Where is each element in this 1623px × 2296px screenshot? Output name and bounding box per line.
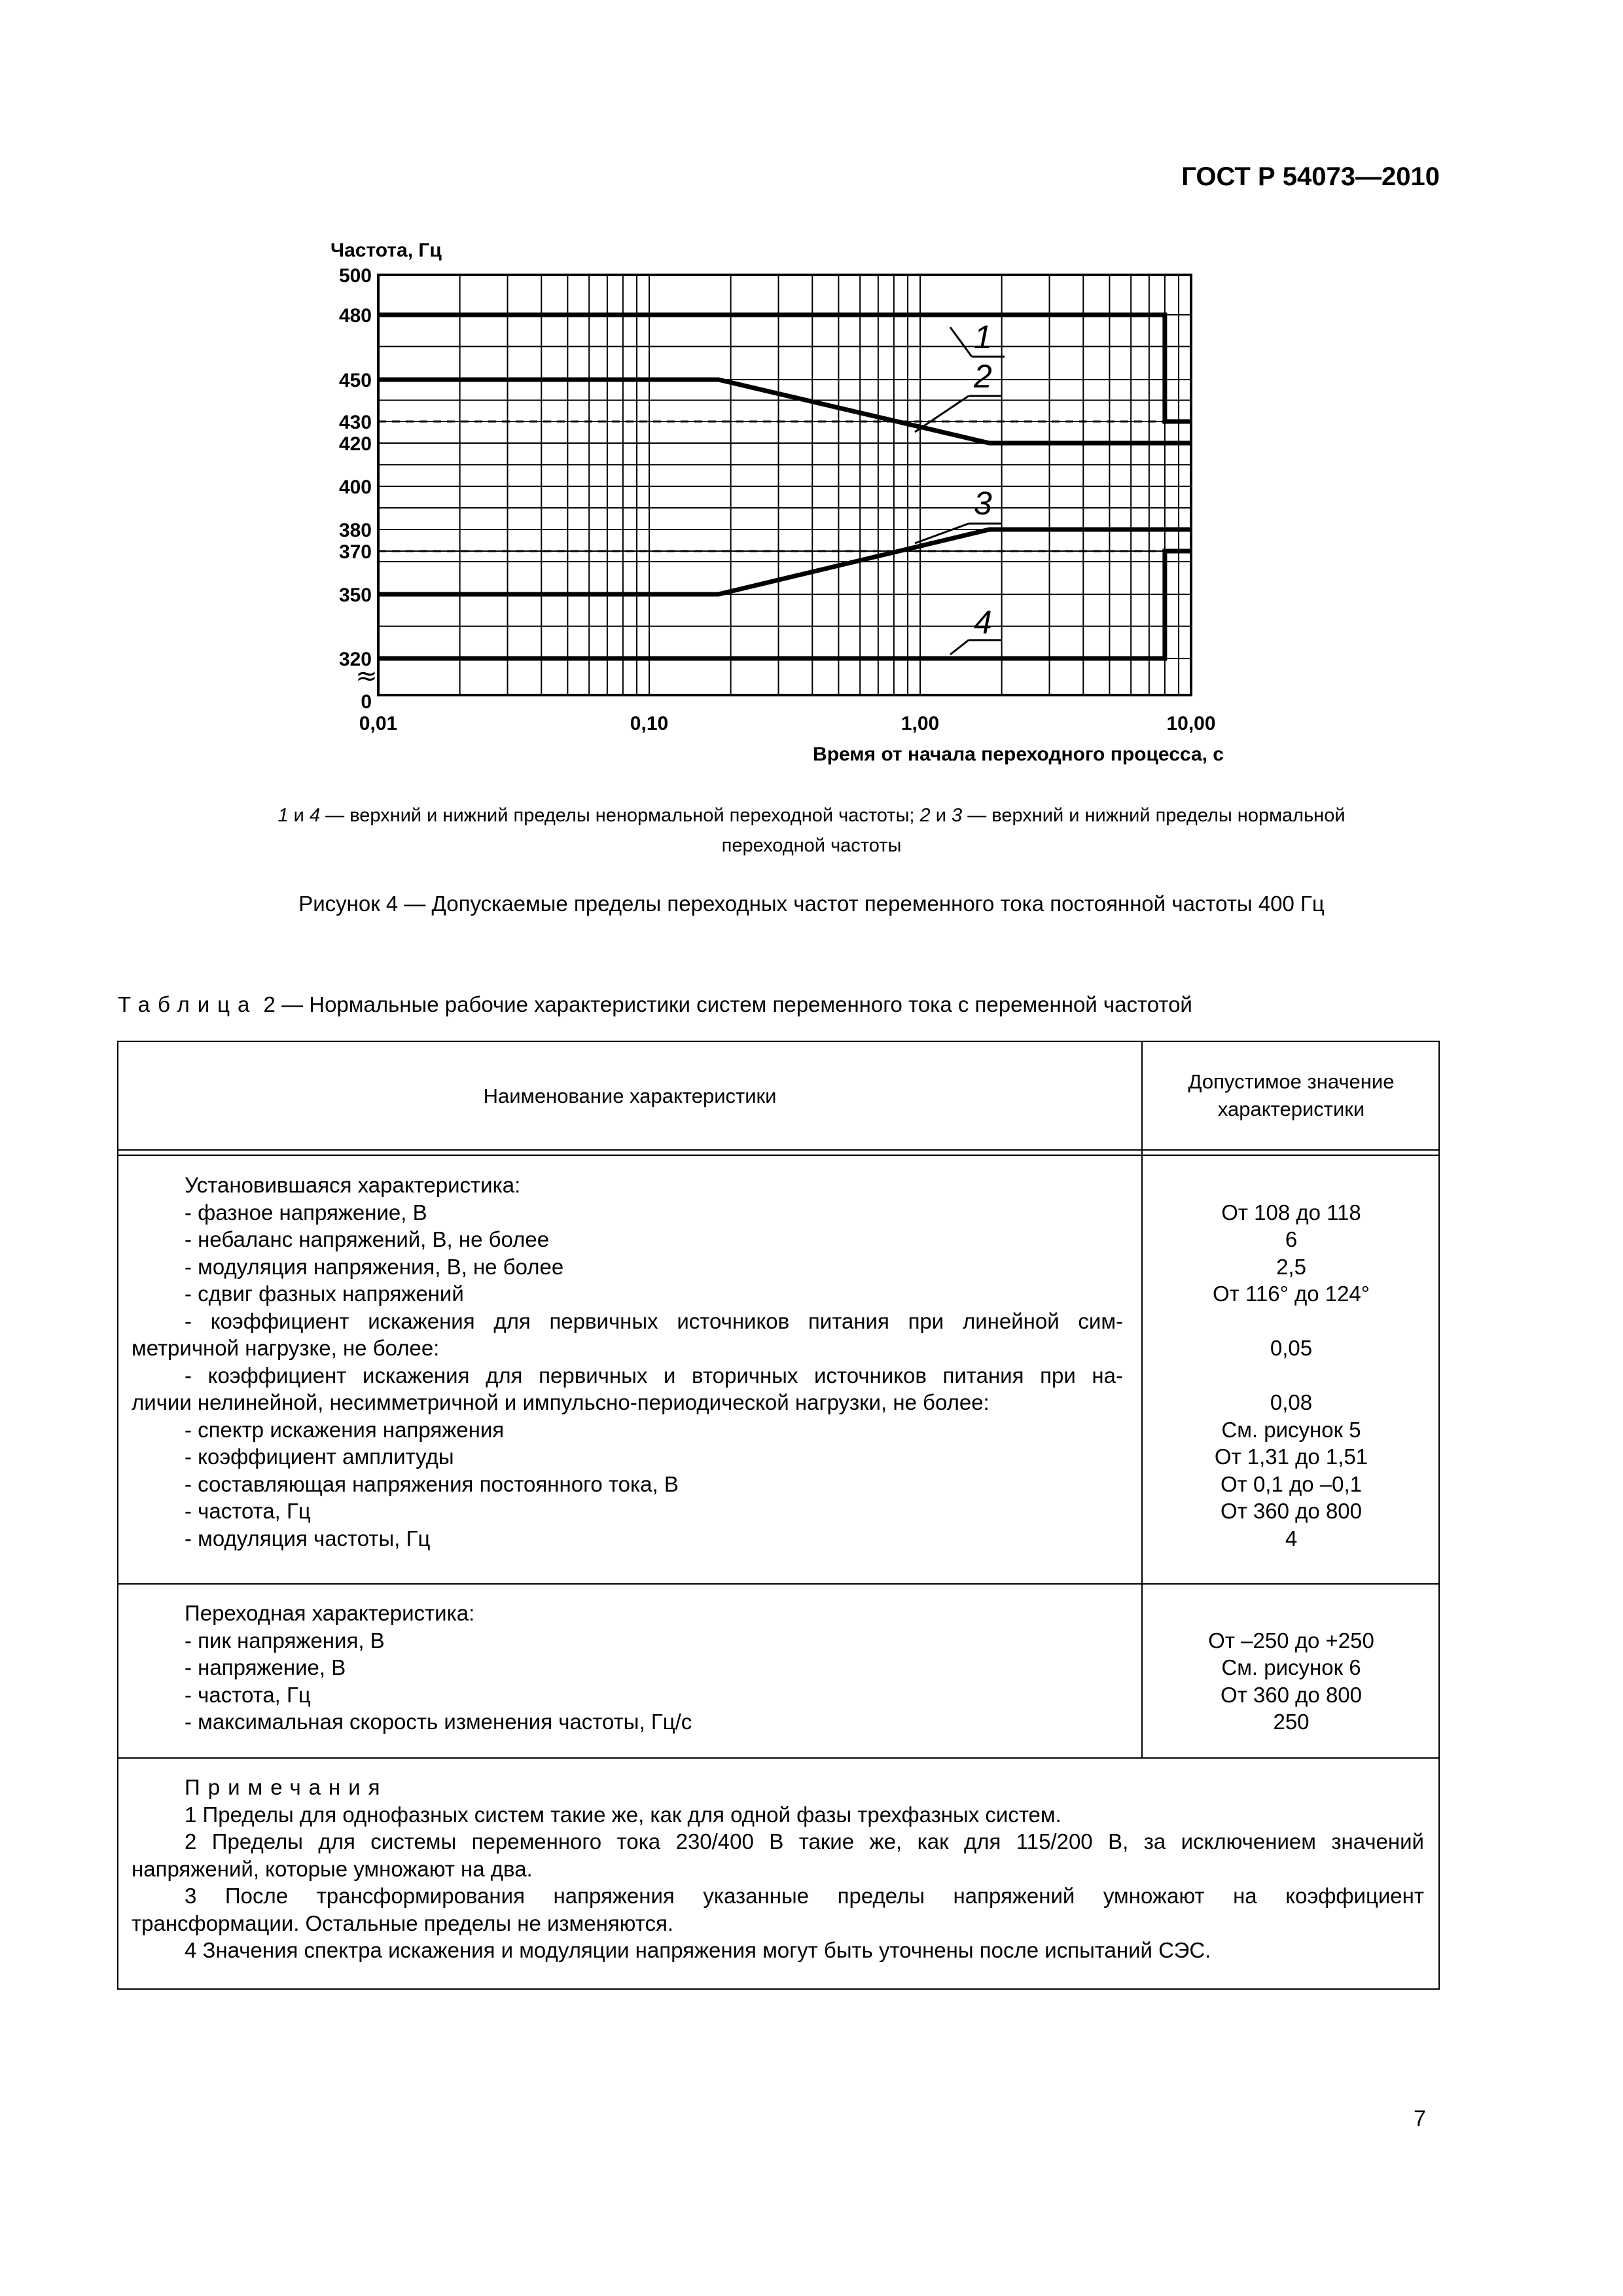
curve-2 <box>378 380 1191 443</box>
steady-value: См. рисунок 5 <box>1221 1417 1361 1442</box>
table-title <box>118 992 1192 1017</box>
steady-value: От 108 до 118 <box>1221 1200 1361 1225</box>
figure-caption: Рисунок 4 — Допускаемые пределы переходных частот переменного тока постоянной частоты 400 Гц <box>298 891 1325 916</box>
steady-value: От 116° до 124° <box>1213 1282 1370 1306</box>
steady-item: - коэффициент амплитуды <box>185 1444 454 1469</box>
y-axis-label: Частота, Гц <box>330 240 442 261</box>
y-tick-label: 380 <box>338 520 372 541</box>
row-rule <box>118 1583 1438 1585</box>
column-header-value <box>1143 1068 1440 1123</box>
legend-conj: и <box>930 805 952 826</box>
transient-item: - напряжение, В <box>185 1655 346 1679</box>
steady-value: 0,05 <box>1270 1336 1313 1360</box>
steady-item: - модуляция частоты, Гц <box>185 1526 431 1551</box>
legend-curve-2: 2 <box>919 805 931 826</box>
curve-4 <box>378 551 1191 658</box>
transient-value <box>1143 1600 1440 1627</box>
steady-value <box>1143 1362 1440 1390</box>
steady-value <box>1143 1308 1440 1335</box>
note-4: 4 Значения спектра искажения и модуляции напряжения могут быть уточнены после испытаний СЭС. <box>185 1938 1211 1962</box>
header-rule <box>118 1149 1438 1151</box>
steady-item: - спектр искажения напряжения <box>185 1417 505 1442</box>
curve-label-leader <box>915 396 969 432</box>
steady-item: - сдвиг фазных напряжений <box>185 1282 464 1306</box>
table-title-word: Таблица <box>118 992 258 1016</box>
transient-value: 250 <box>1273 1710 1310 1734</box>
note-2-cont: напряжений, которые умножают на два. <box>132 1856 533 1881</box>
y-tick-label: 400 <box>338 476 372 498</box>
column-header-value-line2: характеристики <box>1217 1098 1365 1121</box>
curve-label-1: 1 <box>974 319 992 355</box>
curve-label-4: 4 <box>974 604 992 641</box>
table-notes <box>132 1774 1424 1964</box>
table-2 <box>117 1041 1440 1990</box>
notes-title-text: Примечания <box>185 1775 388 1799</box>
transient-item: - частота, Гц <box>185 1682 311 1707</box>
steady-values <box>1143 1172 1440 1552</box>
axis-break-mark: ≈ <box>355 661 378 691</box>
note-1: 1 Пределы для однофазных систем такие же, как для одной фазы трехфазных систем. <box>185 1802 1061 1827</box>
notes-rule <box>118 1757 1438 1759</box>
transient-value: См. рисунок 6 <box>1221 1655 1361 1679</box>
x-tick-label: 0,01 <box>359 713 398 734</box>
page-number: 7 <box>1414 2106 1426 2131</box>
steady-item: - составляющая напряжения постоянного тока, В <box>185 1471 679 1496</box>
steady-item: - фазное напряжение, В <box>185 1200 427 1225</box>
steady-value: 4 <box>1285 1526 1298 1551</box>
legend-conj: и <box>288 805 310 826</box>
steady-item-cont: личии нелинейной, несимметричной и импульсно-периодической нагрузки, не более: <box>132 1390 990 1414</box>
steady-value: От 360 до 800 <box>1220 1499 1362 1523</box>
steady-value: От 1,31 до 1,51 <box>1214 1444 1368 1469</box>
steady-item: - небаланс напряжений, В, не более <box>185 1227 550 1251</box>
plot-frame <box>378 275 1191 695</box>
steady-value: 6 <box>1285 1227 1298 1251</box>
header-rule <box>118 1155 1438 1156</box>
steady-characteristics <box>132 1172 1123 1552</box>
transient-value: От –250 до +250 <box>1208 1628 1374 1653</box>
transient-item: - пик напряжения, В <box>185 1628 385 1653</box>
legend-line-2: переходной частоты <box>721 835 902 856</box>
note-3: 3 После трансформирования напряжения указанные пределы напряжений умножают на коэффициент <box>185 1884 1424 1908</box>
transient-heading: Переходная характеристика: <box>185 1601 475 1625</box>
steady-item: - модуляция напряжения, В, не более <box>185 1254 564 1279</box>
x-tick-label: 10,00 <box>1166 713 1216 734</box>
legend-text-b: — верхний и нижний пределы нормальной <box>962 805 1346 826</box>
x-tick-label: 0,10 <box>630 713 669 734</box>
steady-value: 2,5 <box>1276 1254 1306 1279</box>
legend-text-a: — верхний и нижний пределы ненормальной переходной частоты; <box>320 805 920 826</box>
frequency-limits-chart <box>0 0 1623 785</box>
steady-value <box>1143 1172 1440 1199</box>
y-tick-label: 480 <box>338 305 372 327</box>
steady-value: 0,08 <box>1270 1390 1313 1414</box>
steady-heading: Установившаяся характеристика: <box>185 1173 521 1197</box>
table-title-rest: 2 — Нормальные рабочие характеристики систем переменного тока с переменной частотой <box>257 992 1192 1016</box>
legend-curve-3: 3 <box>952 805 963 826</box>
document-code: ГОСТ Р 54073—2010 <box>1181 162 1440 191</box>
steady-item: - коэффициент искажения для первичных и вторичных источников питания при на- <box>185 1363 1123 1388</box>
notes-title <box>132 1774 1424 1801</box>
curve-label-leader <box>950 640 969 655</box>
legend-curve-4: 4 <box>309 805 321 826</box>
column-header-value-line1: Допустимое значение <box>1188 1070 1395 1093</box>
curve-label-leader <box>950 327 972 357</box>
steady-value: От 0,1 до –0,1 <box>1221 1471 1362 1496</box>
steady-item-cont: метричной нагрузке, не более: <box>132 1336 440 1360</box>
transient-values <box>1143 1600 1440 1736</box>
column-header-name: Наименование характеристики <box>483 1085 777 1107</box>
y-tick-label: 350 <box>338 584 372 606</box>
y-tick-label: 320 <box>338 649 372 670</box>
transient-item: - максимальная скорость изменения частоты, Гц/с <box>185 1710 692 1734</box>
y-tick-label: 500 <box>338 265 372 287</box>
legend-curve-1: 1 <box>277 805 289 826</box>
y-tick-label: 370 <box>338 541 372 563</box>
legend-line-1 <box>151 800 1472 831</box>
y-tick-label: 430 <box>338 412 372 433</box>
curve-1 <box>378 315 1191 422</box>
note-3-cont: трансформации. Остальные пределы не изменяются. <box>132 1910 673 1935</box>
curve-label-3: 3 <box>974 485 992 522</box>
y-tick-label: 420 <box>338 433 372 455</box>
transient-characteristics <box>132 1600 692 1736</box>
x-axis-label: Время от начала переходного процесса, с <box>813 744 1224 765</box>
x-tick-label: 1,00 <box>901 713 940 734</box>
transient-value: От 360 до 800 <box>1220 1682 1362 1707</box>
steady-item: - частота, Гц <box>185 1499 311 1523</box>
curve-label-2: 2 <box>974 358 992 395</box>
steady-item: - коэффициент искажения для первичных источников питания при линейной сим- <box>185 1308 1123 1333</box>
y-tick-label: 0 <box>361 691 372 713</box>
y-tick-label: 450 <box>338 370 372 391</box>
figure-legend <box>151 800 1472 861</box>
note-2: 2 Пределы для системы переменного тока 230/400 В такие же, как для 115/200 В, за исключением значений <box>185 1829 1424 1854</box>
